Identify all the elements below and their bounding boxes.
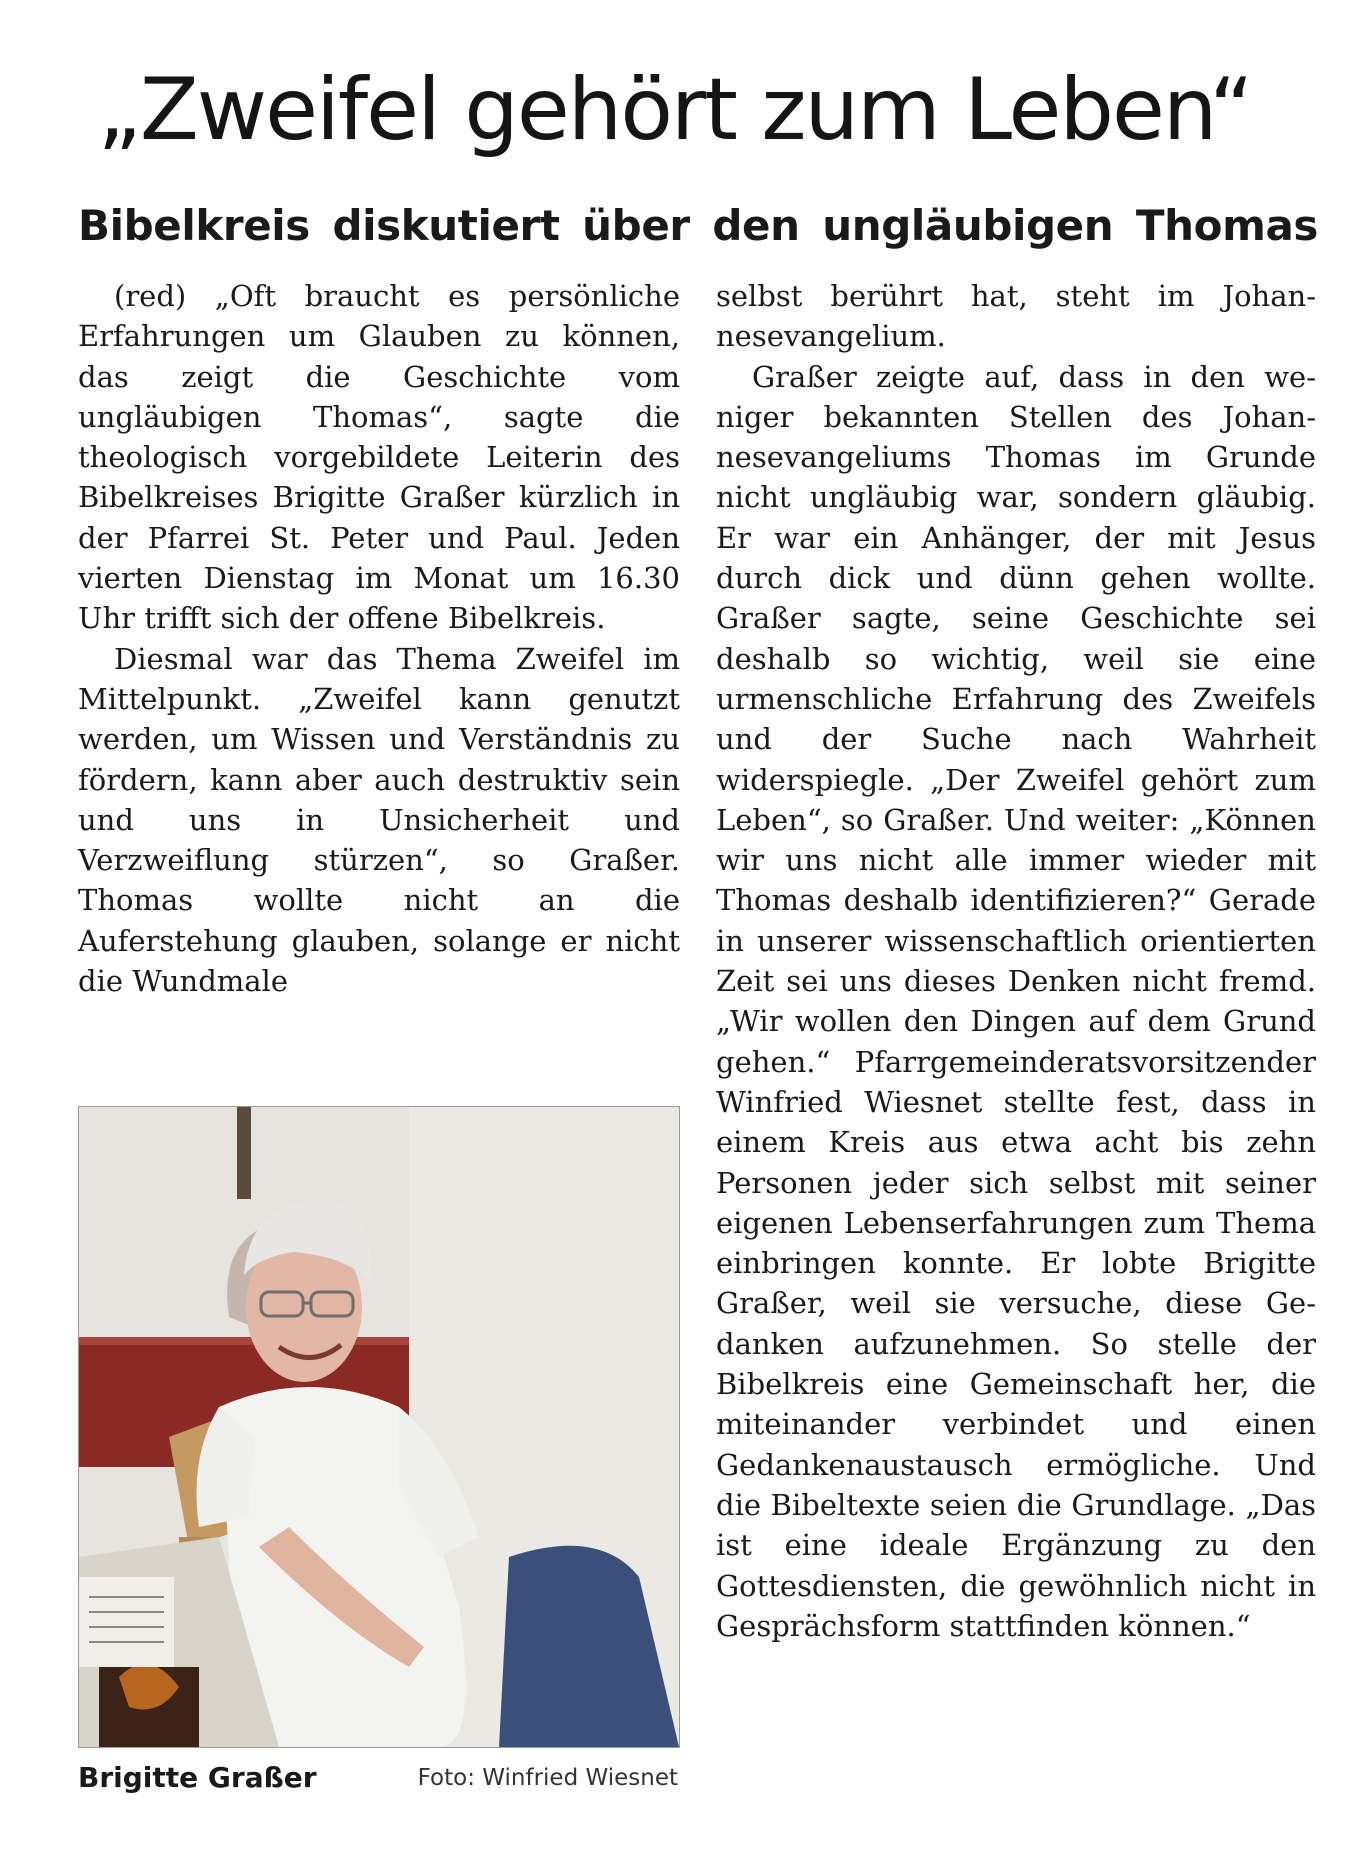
article-paragraph: selbst berührt hat, steht im Johannesevangelium. <box>716 279 1316 354</box>
photo-caption-name: Brigitte Graßer <box>78 1761 317 1794</box>
photo-credit: Foto: Winfried Wiesnet <box>417 1765 678 1791</box>
article-subheadline: Bibelkreis diskutiert über den ungläubigen Thomas <box>78 201 1318 250</box>
article-photo <box>78 1106 680 1748</box>
article-column-right <box>716 276 1316 1646</box>
article-column-left <box>78 276 680 1001</box>
article-paragraph: Graßer zeigte auf, dass in den weniger bekannten Stellen des Johannesevangeliums Thomas im Grunde nicht ungläubig war, sondern gläubig. Er war ein Anhänger, der mit Jesus durch dick und dünn gehen wollte. Graßer sagte, seine Geschichte sei deshalb so wichtig, weil sie eine urmenschliche Erfahrung des Zweifels und der Suche nach Wahrheit widerspiegle. „Der Zweifel gehört zum Leben“, so Graßer. Und weiter: „Können wir uns nicht alle immer wieder mit Thomas deshalb identifizieren?“ Gerade in unserer wissenschaftlich orientierten Zeit sei uns dieses Denken nicht fremd. „Wir wollen den Dingen auf dem Grund gehen.“ Pfarrgemeinderatsvorsitzender Winfried Wiesnet stellte fest, dass in einem Kreis aus etwa acht bis zehn Personen jeder sich selbst mit seiner eigenen Lebenserfahrungen zum Thema einbringen konnte. Er lobte Brigitte Graßer, weil sie versuche, diese Gedanken aufzunehmen. So stelle der Bibelkreis eine Gemeinschaft her, die miteinander verbindet und einen Gedankenaustausch ermögliche. Und die Bibeltexte seien die Grundlage. „Das ist eine ideale Ergänzung zu den Gottesdiensten, die gewöhnlich nicht in Gesprächsform stattfinden können.“ <box>716 359 1316 1643</box>
photo-illustration <box>79 1107 679 1747</box>
article-paragraph: (red) „Oft braucht es persönliche Erfahrungen um Glauben zu können, das zeigt die Geschichte vom ungläubigen Thomas“, sagte die theologisch vorgebildete Leiterin des Bibelkreises Brigitte Graßer kürzlich in der Pfarrei St. Peter und Paul. Jeden vierten Dienstag im Monat um 16.30 Uhr trifft sich der offene Bibelkreis. <box>78 279 680 636</box>
article-headline: „Zweifel gehört zum Leben“ <box>97 60 1252 160</box>
article-paragraph: Diesmal war das Thema Zweifel im Mittelpunkt. „Zweifel kann genutzt werden, um Wissen und Verständnis zu fördern, kann aber auch destruktiv sein und uns in Unsicherheit und Verzweiflung stürzen“, so Graßer. Thomas wollte nicht an die Auferstehung glauben, solange er nicht die Wundmale <box>78 641 680 999</box>
